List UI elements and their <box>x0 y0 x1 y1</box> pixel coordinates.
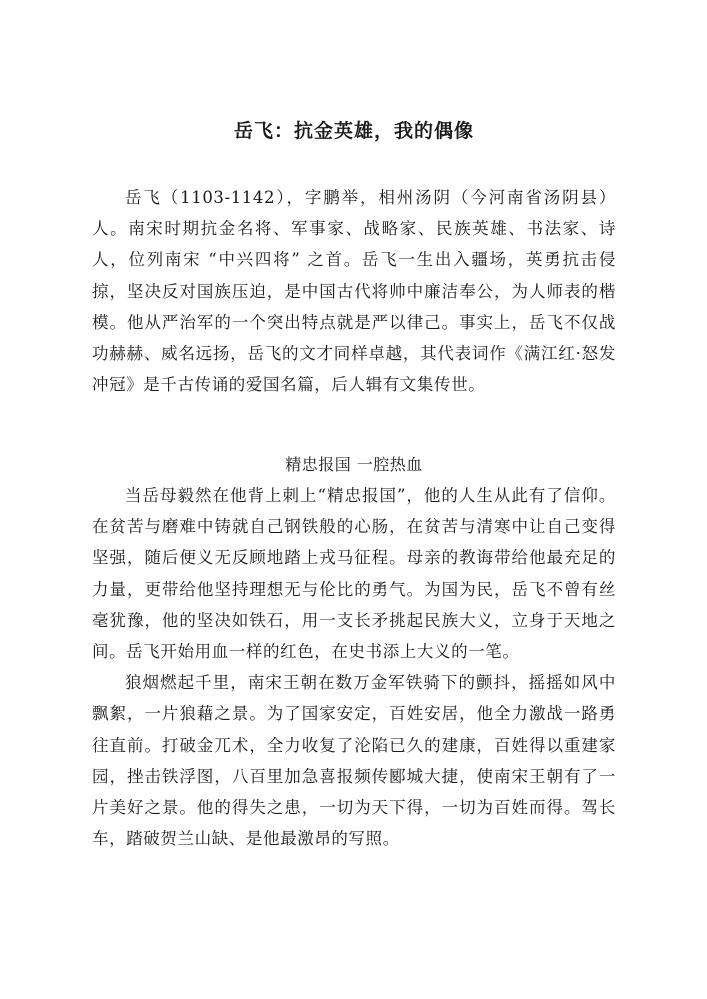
section-heading: 精忠报国 一腔热血 <box>285 455 423 474</box>
intro-paragraph <box>92 182 616 400</box>
section-body <box>92 480 616 854</box>
section-paragraph-1: 当岳母毅然在他背上刺上“精忠报国”，他的人生从此有了信仰。在贫苦与磨难中铸就自己钢铁般的心肠，在贫苦与清寒中让自己变得坚强，随后便义无反顾地踏上戎马征程。母亲的教诲带给他最充足的力量，更带给他坚持理想无与伦比的勇气。为国为民，岳飞不曾有丝毫犹豫，他的坚决如铁石，用一支长矛挑起民族大义，立身于天地之间。岳飞开始用血一样的红色，在史书添上大义的一笔。 <box>92 486 616 662</box>
intro-text: 岳飞（1103-1142），字鹏举，相州汤阴（今河南省汤阴县）人。南宋时期抗金名将、军事家、战略家、民族英雄、书法家、诗人，位列南宋 “中兴四将” 之首。岳飞一生出入疆场，英勇抗击侵掠，坚决反对国族压迫，是中国古代将帅中廉洁奉公，为人师表的楷模。他从严治军的一个突出特点就是严以律己。事实上，岳飞不仅战功赫赫、威名远扬，岳飞的文才同样卓越，其代表词作《满江红·怒发冲冠》是千古传诵的爱国名篇，后人辑有文集传世。 <box>92 188 616 395</box>
document-title: 岳飞：抗金英雄，我的偶像 <box>233 120 474 142</box>
section-paragraph-2: 狼烟燃起千里，南宋王朝在数万金军铁骑下的颤抖，摇摇如风中飘絮，一片狼藉之景。为了国家安定，百姓安居，他全力激战一路勇往直前。打破金兀术，全力收复了沦陷已久的建康，百姓得以重建家园，挫击铁浮图，八百里加急喜报频传郾城大捷，使南宋王朝有了一片美好之景。他的得失之患，一切为天下得，一切为百姓而得。驾长车，踏破贺兰山缺、是他最激昂的写照。 <box>92 673 616 849</box>
